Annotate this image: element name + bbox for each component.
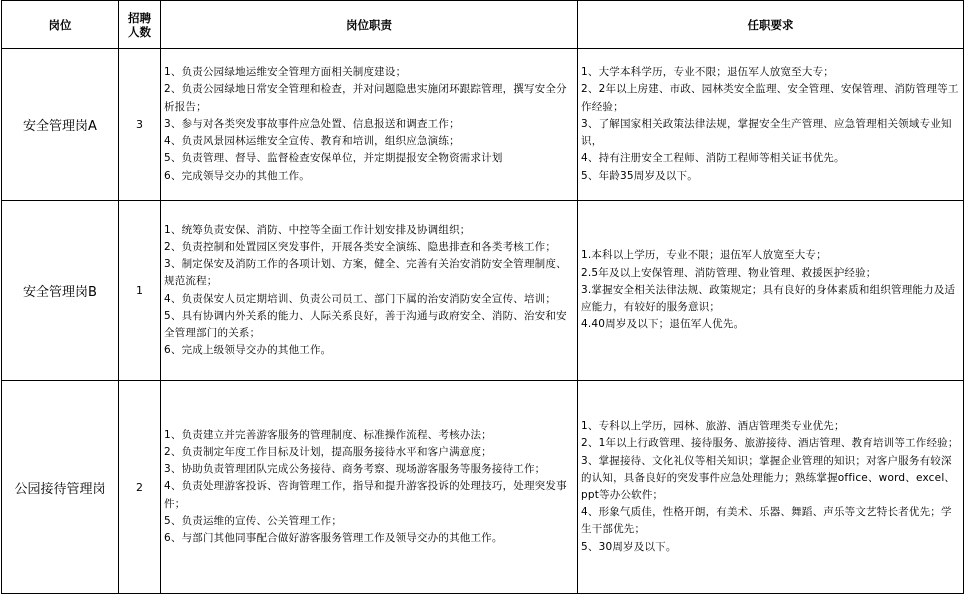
headcount: 1 [119,201,161,381]
requirement-item: 2、1年以上行政管理、接待服务、旅游接待、酒店管理、教育培训等工作经验； [581,437,959,450]
duty-item: 6、与部门其他同事配合做好游客服务管理工作及领导交办的其他工作。 [164,532,503,544]
duty-item: 2、负责公园绿地日常安全管理和检查，并对问题隐患实施闭环跟踪管理，撰写安全分析报告； [164,83,567,113]
duty-item: 4、负责处理游客投诉、咨询管理工作，指导和提升游客投诉的处理技巧，处理突发事件； [164,480,567,510]
requirements-cell [578,49,964,201]
duty-item: 2、负责制定年度工作目标及计划，提高服务接待水平和客户满意度； [164,445,492,458]
duty-item: 1、统筹负责安保、消防、中控等全面工作计划安排及协调组织； [164,223,471,236]
duties-cell [161,381,578,594]
table-row [2,49,964,201]
requirement-item: 3、掌握接待、文化礼仪等相关知识；掌握企业管理的知识；对客户服务有较深的认知，具备良好的突发事件应急处理能力；熟练掌握office、word、excel、ppt等办公软件； [581,454,956,501]
duty-item: 1、负责公园绿地运维安全管理方面相关制度建设； [164,66,407,79]
duties-cell [161,201,578,381]
requirement-item: 1.本科以上学历，专业不限；退伍军人放宽至大专； [581,249,827,262]
recruitment-table [1,0,964,594]
table-row [2,381,964,594]
duty-item: 4、负责保安人员定期培训、负责公司员工、部门下属的治安消防安全宣传、培训； [164,292,557,305]
requirement-item: 4、持有注册安全工程师、消防工程师等相关证书优先。 [581,152,845,165]
header-position: 岗位 [2,1,119,49]
headcount: 3 [119,49,161,201]
requirements-cell [578,201,964,381]
header-requirements: 任职要求 [578,1,964,49]
requirement-item: 2、2年以上房建、市政、园林类安全监理、安全管理、安保管理、消防管理等工作经验； [581,83,959,113]
requirement-item: 3.掌握安全相关法律法规、政策规定；具有良好的身体素质和组织管理能力及适应能力，有较好的服务意识； [581,283,956,314]
header-count: 招聘人数 [119,1,161,49]
duty-item: 3、制定保安及消防工作的各项计划、方案，健全、完善有关治安消防安全管理制度、规范流程； [164,258,567,288]
header-row [2,1,964,49]
table-row [2,201,964,381]
position-name: 安全管理岗A [2,49,119,201]
requirement-item: 5、年龄35周岁及以下。 [581,169,698,182]
duties-cell [161,49,578,201]
headcount: 2 [119,381,161,594]
duty-item: 6、完成上级领导交办的其他工作。 [164,344,332,357]
header-duties: 岗位职责 [161,1,578,49]
requirement-item: 3、了解国家相关政策法律法规，掌握安全生产管理、应急管理相关领域专业知识， [581,117,952,148]
position-name: 公园接待管理岗 [2,381,119,594]
requirements-cell [578,381,964,594]
position-name: 安全管理岗B [2,201,119,381]
requirement-item: 2.5年及以上安保管理、消防管理、物业管理、救援医护经验； [581,266,877,279]
duty-item: 3、协助负责管理团队完成公务接待、商务考察、现场游客服务等服务接待工作； [164,463,546,476]
duty-item: 5、负责管理、督导、监督检查安保单位，并定期提报安全物资需求计划 [164,152,503,165]
duty-item: 5、具有协调内外关系的能力、人际关系良好，善于沟通与政府安全、消防、治安和安全管理部门的关系； [164,309,567,339]
requirement-item: 4、形象气质佳，性格开朗，有美术、乐器、舞蹈、声乐等文艺特长者优先；学生干部优先； [581,506,952,536]
requirement-item: 1、大学本科学历，专业不限；退伍军人放宽至大专； [581,66,834,79]
duty-item: 4、负责风景园林运维安全宣传、教育和培训，组织应急演练； [164,135,460,148]
requirement-item: 4.40周岁及以下；退伍军人优先。 [581,318,745,331]
requirement-item: 1、专科以上学历，园林、旅游、酒店管理类专业优先； [581,420,845,433]
duty-item: 2、负责控制和处置园区突发事件，开展各类安全演练、隐患排查和各类考核工作； [164,240,557,253]
requirement-item: 5、30周岁及以下。 [581,540,677,553]
duty-item: 5、负责运维的宣传、公关管理工作； [164,514,343,527]
duty-item: 3、参与对各类突发事故事件应急处置、信息报送和调查工作； [164,117,460,130]
duty-item: 6、完成领导交办的其他工作。 [164,169,310,182]
duty-item: 1、负责建立并完善游客服务的管理制度、标准操作流程、考核办法； [164,428,492,441]
